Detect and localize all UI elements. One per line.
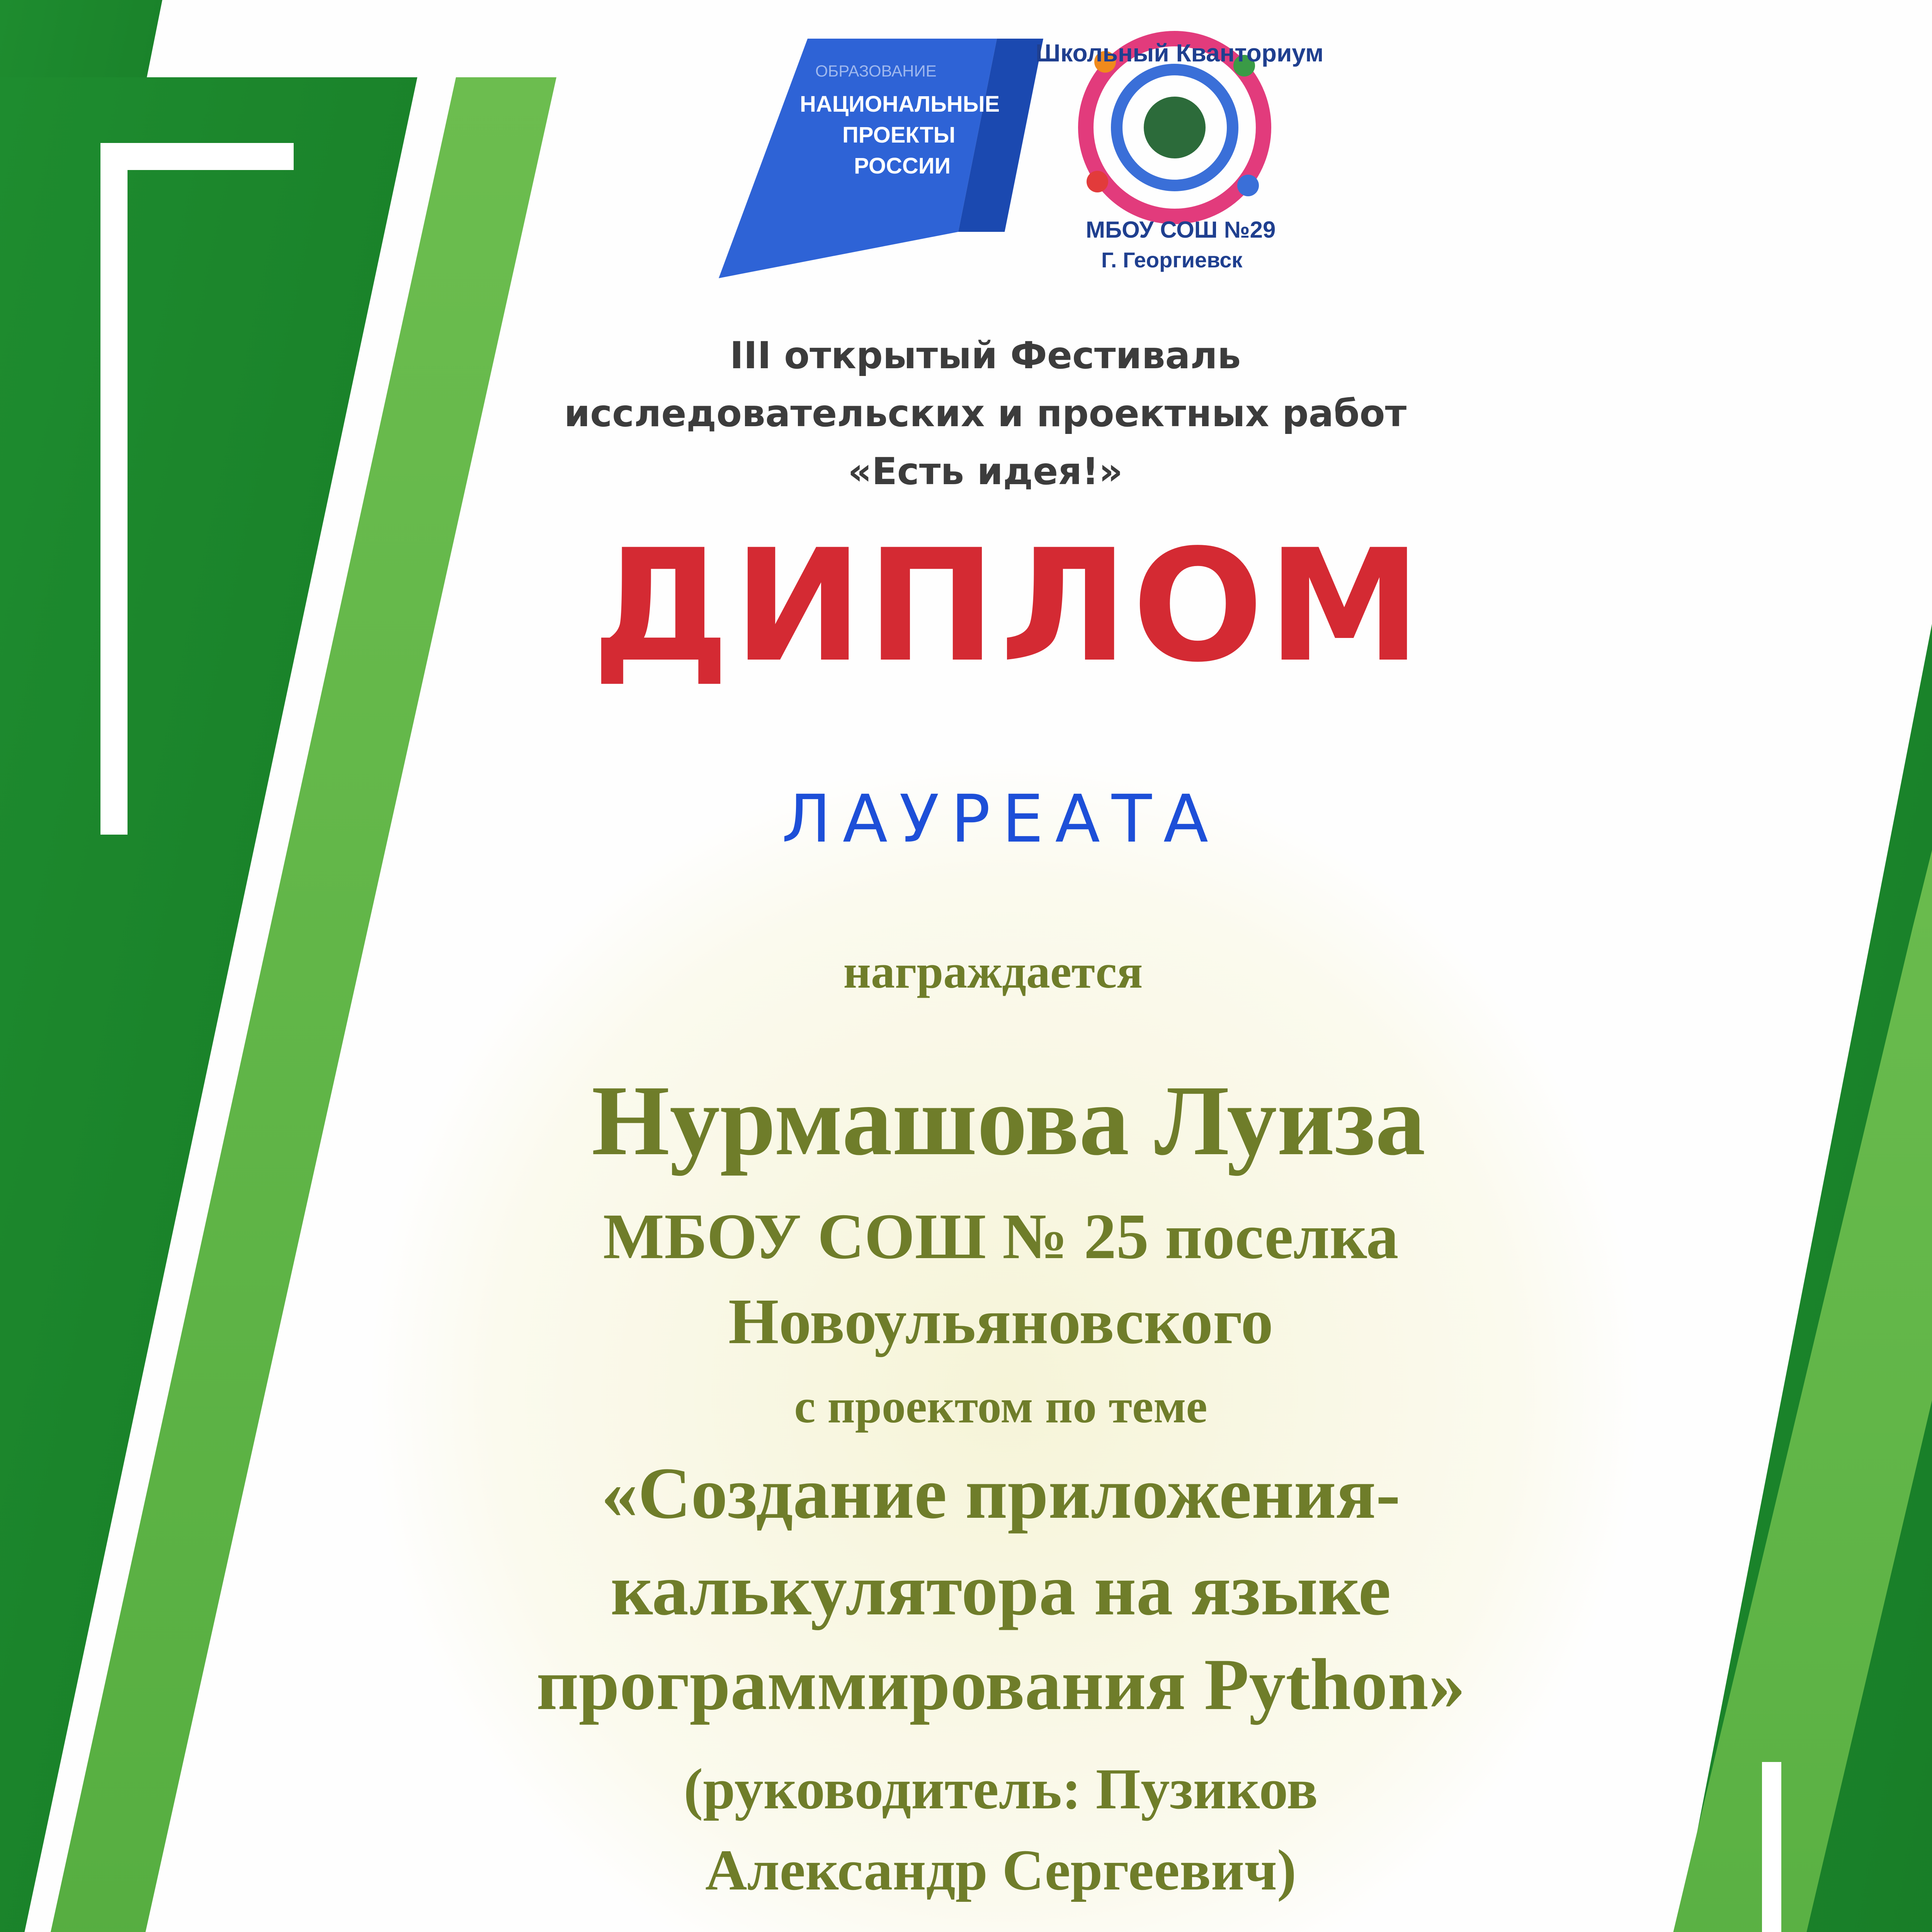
topic-line-2: калькулятора на языке	[611, 1549, 1391, 1631]
school-line-1: МБОУ СОШ № 25 поселка	[603, 1201, 1399, 1272]
diploma-title: ДИПЛОМ	[592, 517, 1425, 696]
kvantorium-title: Школьный Кванториум	[1036, 39, 1324, 67]
natproj-line-2: ПРОЕКТЫ	[842, 122, 956, 148]
natproj-line-1: НАЦИОНАЛЬНЫЕ	[800, 92, 1000, 117]
awarded-label: награждается	[843, 945, 1143, 998]
natproj-small-label: ОБРАЗОВАНИЕ	[815, 62, 937, 80]
topic-line-3: программирования Python»	[536, 1644, 1465, 1725]
school-line-2: Новоульяновского	[728, 1286, 1274, 1357]
supervisor-line-2: Александр Сергеевич)	[705, 1838, 1296, 1902]
kvantorium-school: МБОУ СОШ №29	[1086, 217, 1276, 243]
festival-line-1: III открытый Фестиваль	[730, 334, 1241, 377]
festival-line-2: исследовательских и проектных работ	[564, 392, 1407, 435]
kvantorium-city: Г. Георгиевск	[1101, 248, 1243, 272]
topic-intro: с проектом по теме	[794, 1380, 1208, 1433]
topic-line-1: «Создание приложения-	[601, 1453, 1401, 1534]
supervisor-line-1: (руководитель: Пузиков	[684, 1757, 1318, 1821]
handwritten-degree: ЛАУРЕАТА	[781, 781, 1220, 857]
festival-line-3: «Есть идея!»	[848, 450, 1123, 493]
natproj-line-3: РОССИИ	[854, 153, 951, 179]
recipient-name: Нурмашова Луиза	[591, 1065, 1426, 1176]
